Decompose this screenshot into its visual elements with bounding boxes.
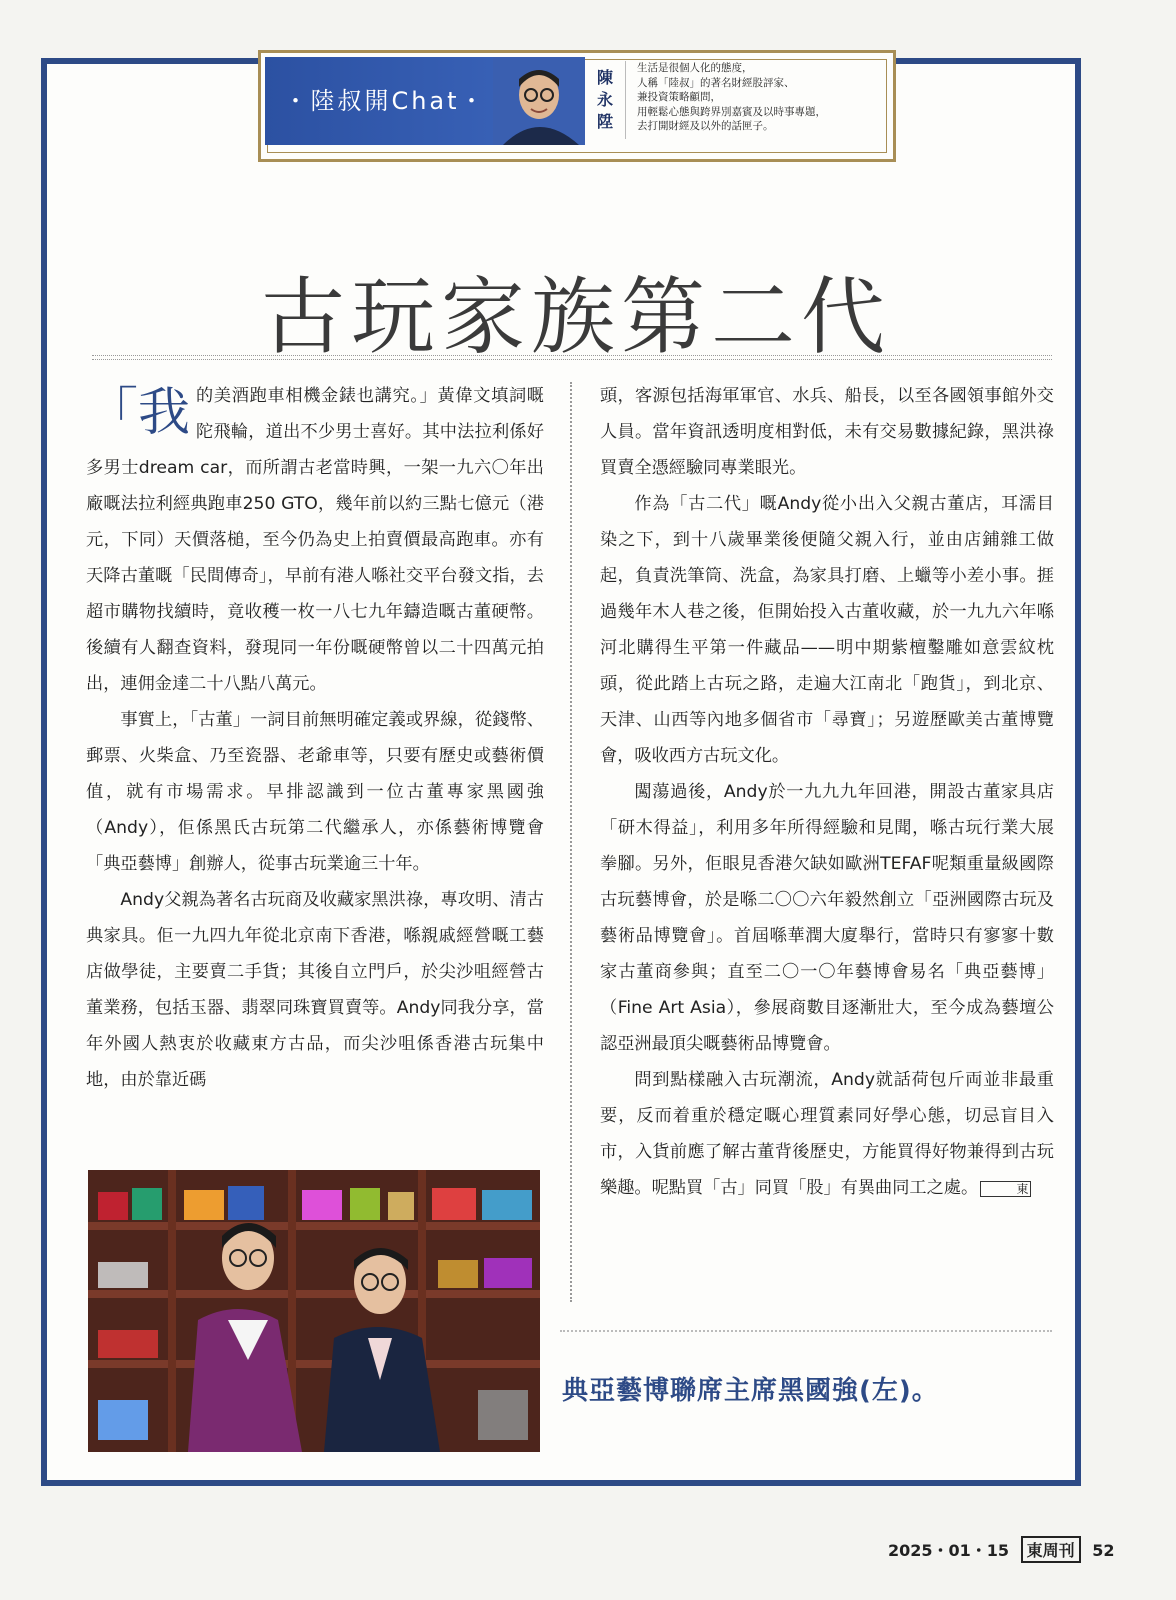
author-name: 陳永陞: [597, 68, 614, 131]
column-divider: [570, 382, 572, 1302]
magazine-brand: 東周刊: [1021, 1536, 1081, 1563]
column-header: [258, 50, 896, 162]
paragraph: 作為「古二代」嘅Andy從小出入父親古董店，耳濡目染之下，到十八歲畢業後便隨父親入行，並由店鋪雜工做起，負責洗筆筒、洗盒，為家具打磨、上蠟等小差小事。捱過幾年木人巷之後，佢開始投入古董收藏，於一九九六年喺河北購得生平第一件藏品——明中期紫檀鑿雕如意雲紋枕頭，從此踏上古玩之路，走遍大江南北「跑貨」，到北京、天津、山西等內地多個省市「尋寶」；另遊歷歐美古董博覽會，吸收西方古玩文化。: [600, 494, 1054, 766]
paragraph-text: 問到點樣融入古玩潮流，Andy就話荷包斤両並非最重要，反而着重於穩定嘅心理質素同好學心態，切忌盲目入市，入貨前應了解古董背後歷史，方能買得好物兼得到古玩樂趣。呢點買「古」同買「股」有異曲同工之處。: [600, 1070, 1054, 1198]
paragraph: Andy父親為著名古玩商及收藏家黑洪祿，專攻明、清古典家具。佢一九四九年從北京南下香港，喺親戚經營嘅工藝店做學徒，主要賣二手貨；其後自立門戶，於尖沙咀經營古董業務，包括玉器、翡翠同珠寶買賣等。Andy同我分享，當年外國人熱衷於收藏東方古品，而尖沙咀係香港古玩集中地，由於靠近碼: [86, 890, 544, 1090]
author-portrait: [493, 57, 585, 145]
issue-date: 2025・01・15: [888, 1541, 1010, 1560]
column-name: ・陸叔開Chat・: [283, 87, 487, 115]
caption-rule: [560, 1330, 1052, 1332]
page-number: 52: [1092, 1541, 1115, 1560]
author-bio: [637, 61, 877, 134]
paragraph: 闖蕩過後，Andy於一九九九年回港，開設古董家具店「研木得益」，利用多年所得經驗和見聞，喺古玩行業大展拳腳。另外，佢眼見香港欠缺如歐洲TEFAF呢類重量級國際古玩藝博會，於是喺二〇〇六年毅然創立「亞洲國際古玩及藝術品博覽會」。首屆喺華潤大廈舉行，當時只有寥寥十數家古董商參與；直至二〇一〇年藝博會易名「典亞藝博」（Fine Art Asia），參展商數目逐漸壯大，至今成為藝壇公認亞洲最頂尖嘅藝術品博覽會。: [600, 782, 1054, 1054]
paragraph: 事實上，「古董」一詞目前無明確定義或界線，從錢幣、郵票、火柴盒、乃至瓷器、老爺車等，只要有歷史或藝術價值，就有市場需求。早排認識到一位古董專家黑國強（Andy），佢係黑氏古玩第二代繼承人，亦係藝術博覽會「典亞藝博」創辦人，從事古玩業逾三十年。: [86, 710, 544, 874]
drop-cap: 「我: [86, 383, 191, 443]
paragraph: 頭，客源包括海軍軍官、水兵、船長，以至各國領事館外交人員。當年資訊透明度相對低，未有交易數據紀錄，黑洪祿買賣全憑經驗同專業眼光。: [600, 386, 1054, 478]
bio-line: 去打開財經及以外的話匣子。: [637, 120, 774, 132]
paragraph: [600, 1062, 1054, 1206]
left-column: [86, 378, 544, 1098]
end-mark-icon: 東: [980, 1181, 1030, 1197]
column-banner: [265, 57, 585, 145]
article-title: 古玩家族第二代: [260, 268, 891, 366]
paragraph: [86, 378, 544, 702]
bio-line: 人稱「陸叔」的著名財經股評家、: [637, 76, 795, 89]
title-rule: [92, 355, 1052, 360]
bio-line: 用輕鬆心態與跨界別嘉賓及以時事專題，: [637, 105, 826, 118]
bio-divider: [625, 61, 626, 139]
paragraph-text: 的美酒跑車相機金錶也講究。」黃偉文填詞嘅陀飛輪，道出不少男士喜好。其中法拉利係好多男士dream car，而所謂古老當時興，一架一九六〇年出廠嘅法拉利經典跑車250 GTO，幾年前以約三點七億元（港元，下同）天價落槌，至今仍為史上拍賣價最高跑車。亦有天降古董嘅「民間傳奇」，早前有港人喺社交平台發文指，去超市購物找續時，竟收穫一枚一八七九年鑄造嘅古董硬幣。後續有人翻查資料，發現同一年份嘅硬幣曾以二十四萬元拍出，連佣金達二十八點八萬元。: [86, 386, 544, 694]
right-column: [600, 378, 1054, 1206]
page-footer: [888, 1536, 1115, 1563]
article-photo: [88, 1170, 540, 1452]
photo-caption: 典亞藝博聯席主席黑國強(左)。: [562, 1376, 939, 1406]
bio-line: 生活是很個人化的態度，: [637, 62, 753, 74]
bio-line: 兼投資策略顧問，: [637, 91, 721, 103]
